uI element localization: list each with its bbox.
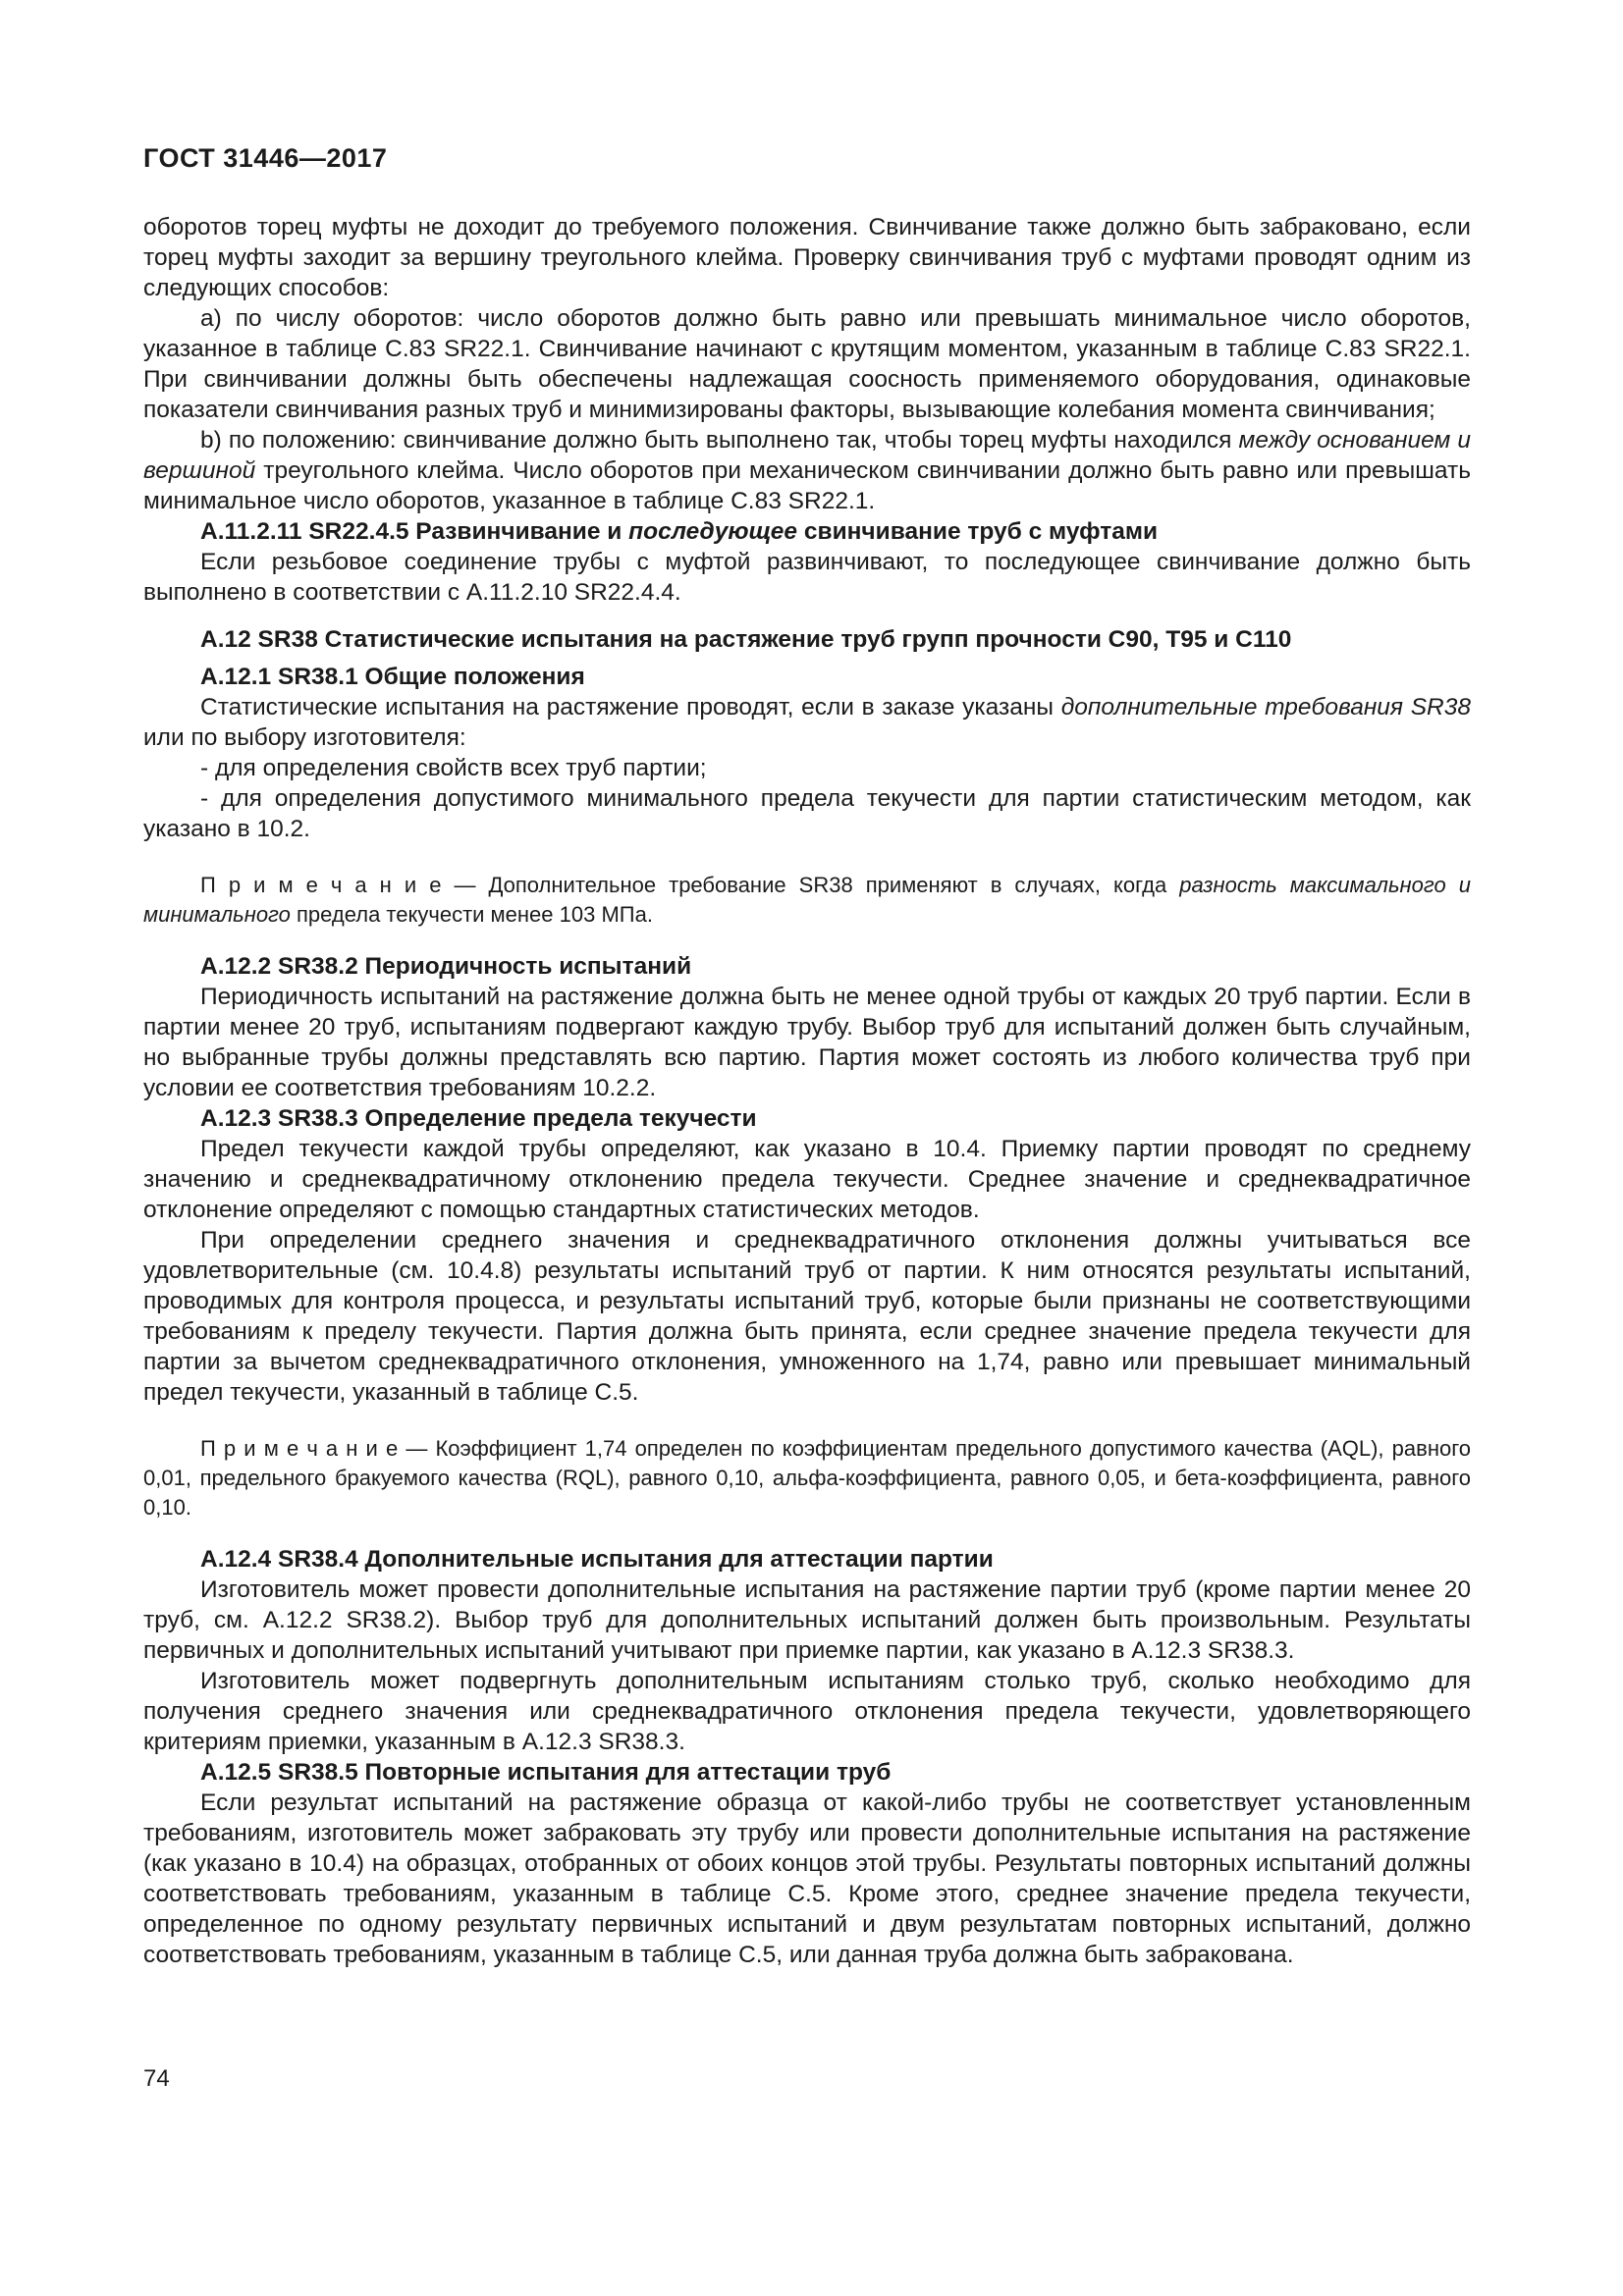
text-segment: предела текучести менее 103 МПа. bbox=[290, 902, 653, 927]
document-body bbox=[143, 212, 1471, 1970]
paragraph bbox=[143, 303, 1471, 425]
heading bbox=[143, 1544, 1471, 1575]
text-segment: дополнительные требования SR38 bbox=[1060, 694, 1472, 721]
paragraph bbox=[143, 982, 1471, 1103]
text-segment: А.12.1 SR38.1 Общие положения bbox=[200, 664, 585, 690]
paragraph bbox=[143, 783, 1471, 844]
text-segment: А.11.2.11 SR22.4.5 Развинчивание и bbox=[200, 518, 629, 545]
text-segment: А.12.5 SR38.5 Повторные испытания для аттестации труб bbox=[200, 1759, 892, 1786]
text-segment: - для определения свойств всех труб партии; bbox=[200, 755, 707, 781]
heading bbox=[143, 1103, 1471, 1134]
paragraph bbox=[143, 1575, 1471, 1666]
text-segment: - для определения допустимого минимального предела текучести для партии статистическим методом, как указано в 10.2. bbox=[143, 785, 1471, 842]
heading bbox=[143, 951, 1471, 982]
text-segment: Изготовитель может подвергнуть дополнительным испытаниям столько труб, сколько необходимо для получения среднего значения или среднеквадратичного отклонения предела текучести, удовлетворяющего критериям приемки, указанным в А.12.3 SR38.3. bbox=[143, 1668, 1471, 1755]
note bbox=[143, 871, 1471, 930]
paragraph bbox=[143, 692, 1471, 753]
text-segment: или по выбору изготовителя: bbox=[143, 724, 466, 751]
paragraph bbox=[143, 753, 1471, 783]
page-number: 74 bbox=[143, 2065, 170, 2092]
text-segment: А.12.2 SR38.2 Периодичность испытаний bbox=[200, 953, 692, 980]
text-segment: П р и м е ч а н и е — Дополнительное требование SR38 применяют в случаях, когда bbox=[200, 873, 1180, 897]
paragraph bbox=[143, 547, 1471, 608]
text-segment: П р и м е ч а н и е — Коэффициент 1,74 определен по коэффициентам предельного допустимого качества (AQL), равного 0,01, предельного бракуемого качества (RQL), равного 0,10, альфа-коэффициента, равного 0,05, и бета-коэффициента, равного 0,10. bbox=[143, 1436, 1471, 1520]
text-segment: b) по положению: свинчивание должно быть выполнено так, чтобы торец муфты находился bbox=[200, 427, 1239, 454]
page-header: ГОСТ 31446—2017 bbox=[143, 143, 388, 173]
text-segment: а) по числу оборотов: число оборотов должно быть равно или превышать минимальное число оборотов, указанное в таблице С.83 SR22.1. Свинчивание начинают с крутящим моментом, указанным в таблице С.83 SR22.1. При свинчивании должны быть обеспечены надлежащая соосность применяемого оборудования, одинаковые показатели свинчивания разных труб и минимизированы факторы, вызывающие колебания момента свинчивания; bbox=[143, 305, 1471, 423]
text-segment: А.12.3 SR38.3 Определение предела текучести bbox=[200, 1105, 757, 1132]
section-heading bbox=[143, 624, 1471, 655]
text-segment: При определении среднего значения и среднеквадратичного отклонения должны учитываться все удовлетворительные (см. 10.4.8) результаты испытаний труб от партии. К ним относятся результаты испытаний, проводимых для контроля процесса, и результаты испытаний труб, которые были признаны не соответствующими требованиям к пределу текучести. Партия должна быть принята, если среднее значение предела текучести для партии за вычетом среднеквадратичного отклонения, умноженного на 1,74, равно или превышает минимальный предел текучести, указанный в таблице С.5. bbox=[143, 1227, 1471, 1406]
text-segment: свинчивание труб с муфтами bbox=[797, 518, 1159, 545]
text-segment: Если результат испытаний на растяжение образца от какой-либо трубы не соответствует установленным требованиям, изготовитель может забраковать эту трубу или провести дополнительные испытания на растяжение (как указано в 10.4) на образцах, отобранных от обоих концов этой трубы. Результаты повторных испытаний должны соответствовать требованиям, указанным в таблице С.5. Кроме этого, среднее значение предела текучести, определенное по одному результату первичных испытаний и двум результатам повторных испытаний, должно соответствовать требованиям, указанным в таблице С.5, или данная труба должна быть забракована. bbox=[143, 1789, 1471, 1968]
note bbox=[143, 1434, 1471, 1522]
text-segment: А.12.4 SR38.4 Дополнительные испытания для аттестации партии bbox=[200, 1546, 994, 1573]
text-segment: оборотов торец муфты не доходит до требуемого положения. Свинчивание также должно быть забраковано, если торец муфты заходит за вершину треугольного клейма. Проверку свинчивания труб с муфтами проводят одним из следующих способов: bbox=[143, 214, 1471, 301]
paragraph bbox=[143, 1134, 1471, 1225]
text-segment: А.12 SR38 Статистические испытания на растяжение труб групп прочности С90, Т95 и С110 bbox=[200, 626, 1292, 653]
text-segment: треугольного клейма. Число оборотов при механическом свинчивании должно быть равно или превышать минимальное число оборотов, указанное в таблице С.83 SR22.1. bbox=[143, 457, 1471, 514]
text-segment: Статистические испытания на растяжение проводят, если в заказе указаны bbox=[200, 694, 1061, 721]
heading bbox=[143, 662, 1471, 692]
heading bbox=[143, 516, 1471, 547]
text-segment: Предел текучести каждой трубы определяют, как указано в 10.4. Приемку партии проводят по среднему значению и среднеквадратичному отклонению предела текучести. Среднее значение и среднеквадратичное отклонение определяют с помощью стандартных статистических методов. bbox=[143, 1136, 1471, 1223]
heading bbox=[143, 1757, 1471, 1788]
paragraph bbox=[143, 1666, 1471, 1757]
text-segment: Изготовитель может провести дополнительные испытания на растяжение партии труб (кроме партии менее 20 труб, см. А.12.2 SR38.2). Выбор труб для дополнительных испытаний должен быть произвольным. Результаты первичных и дополнительных испытаний учитывают при приемке партии, как указано в А.12.3 SR38.3. bbox=[143, 1576, 1471, 1664]
paragraph bbox=[143, 1788, 1471, 1970]
paragraph bbox=[143, 1225, 1471, 1408]
text-segment: между основанием и вершиной bbox=[143, 427, 1471, 484]
text-segment: разность максимального и минимального bbox=[143, 873, 1471, 927]
paragraph bbox=[143, 212, 1471, 303]
text-segment: Если резьбовое соединение трубы с муфтой развинчивают, то последующее свинчивание должно быть выполнено в соответствии с А.11.2.10 SR22.4.4. bbox=[143, 549, 1471, 606]
paragraph bbox=[143, 425, 1471, 516]
text-segment: последующее bbox=[628, 518, 798, 545]
text-segment: Периодичность испытаний на растяжение должна быть не менее одной трубы от каждых 20 труб партии. Если в партии менее 20 труб, испытаниям подвергают каждую трубу. Выбор труб для испытаний должен быть случайным, но выбранные трубы должны представлять всю партию. Партия может состоять из любого количества труб при условии ее соответствия требованиям 10.2.2. bbox=[143, 984, 1471, 1101]
